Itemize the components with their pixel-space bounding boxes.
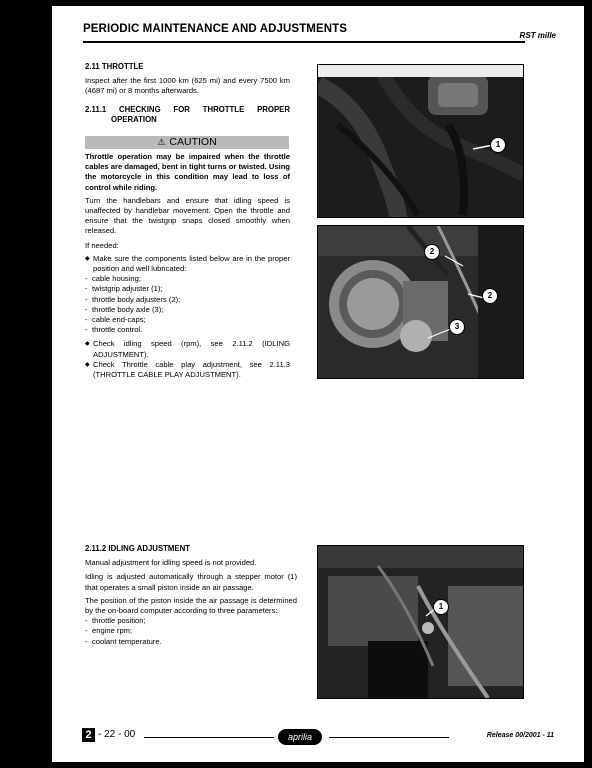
bullet-check-cable-play: ◆ Check Throttle cable play adjustment, see 2.11.3 (THROTTLE CABLE PLAY ADJUSTMENT). [85, 359, 290, 380]
bullet-check-idling: ◆ Check idling speed (rpm), see 2.11.2 (IDLING ADJUSTMENT). [85, 339, 290, 359]
bullet-components: ◆ Make sure the components listed below are in the proper position and well lubricated: [85, 253, 290, 274]
components-list [85, 274, 290, 335]
caution-banner [85, 136, 289, 149]
chapter-badge: 2 [82, 728, 95, 742]
list-item: - cable housing; [85, 274, 290, 284]
throttle-intro: Inspect after the first 1000 km (625 mi) and every 7500 km (4687 mi) or 8 months afterwards. [85, 76, 290, 96]
subsection-title-checking: 2.11.1 CHECKING FOR THROTTLE PROPER [85, 104, 290, 114]
footer-divider-right [329, 737, 449, 738]
section-title-throttle: 2.11 THROTTLE [85, 62, 144, 71]
warning-triangle-icon: ⚠ [157, 137, 166, 147]
list-item: - throttle body adjusters (2); [85, 295, 290, 305]
idling-paragraph-2: Idling is adjusted automatically through a stepper motor (1) that operates a small piston inside an air passage. [85, 572, 297, 592]
throttle-body [85, 152, 290, 380]
photo-twistgrip [317, 64, 524, 218]
if-needed-label: If needed: [85, 240, 119, 250]
parameters-list [85, 616, 297, 647]
callout-1: 1 [433, 599, 449, 615]
page-header-title: PERIODIC MAINTENANCE AND ADJUSTMENTS [83, 23, 348, 35]
list-item: - engine rpm; [85, 626, 297, 636]
photo-stepper-motor [317, 545, 524, 699]
idling-paragraph-1: Manual adjustment for idling speed is not provided. [85, 558, 257, 568]
callout-2: 2 [424, 244, 440, 260]
idling-paragraph-3: The position of the piston inside the air passage is determined by the on-board computer according to three parameters: [85, 595, 297, 616]
diamond-bullet-icon: ◆ [85, 341, 90, 348]
caution-label: CAUTION [169, 136, 217, 148]
photo-throttle-body [317, 225, 524, 379]
header-divider [83, 41, 525, 43]
list-item: - throttle position; [85, 616, 297, 626]
aprilia-logo: aprilia [278, 729, 322, 745]
handlebar-check-paragraph: Turn the handlebars and ensure that idling speed is unaffected by handlebar movement. Open the throttle and ensure that the twistgrip snaps closed smoothly when released. [85, 195, 290, 236]
callout-1: 1 [490, 137, 506, 153]
subsection-title-checking-2: OPERATION [111, 114, 157, 124]
throttle-section [85, 62, 290, 125]
section-title-idling: 2.11.2 IDLING ADJUSTMENT [85, 544, 190, 553]
list-item: - throttle control. [85, 325, 290, 335]
release-label: Release 00/2001 - 11 [486, 732, 554, 739]
list-item: - coolant temperature. [85, 637, 297, 647]
caution-text: Throttle operation may be impaired when the throttle cables are damaged, bent in tight turns or twisted. Using the motorcycle in this condition may lead to loss of control while riding. [85, 152, 290, 192]
callout-2: 2 [482, 288, 498, 304]
callout-3: 3 [449, 319, 465, 335]
footer-divider-left [144, 737, 274, 738]
page-number: - 22 - 00 [98, 729, 136, 740]
page-header-model: RST mille [519, 31, 556, 40]
list-item: - throttle body axle (3); [85, 305, 290, 315]
list-item: - cable end-caps; [85, 315, 290, 325]
list-item: - twistgrip adjuster (1); [85, 284, 290, 294]
diamond-bullet-icon: ◆ [85, 255, 90, 262]
manual-page [52, 6, 584, 762]
diamond-bullet-icon: ◆ [85, 361, 90, 368]
idling-section [85, 544, 297, 647]
